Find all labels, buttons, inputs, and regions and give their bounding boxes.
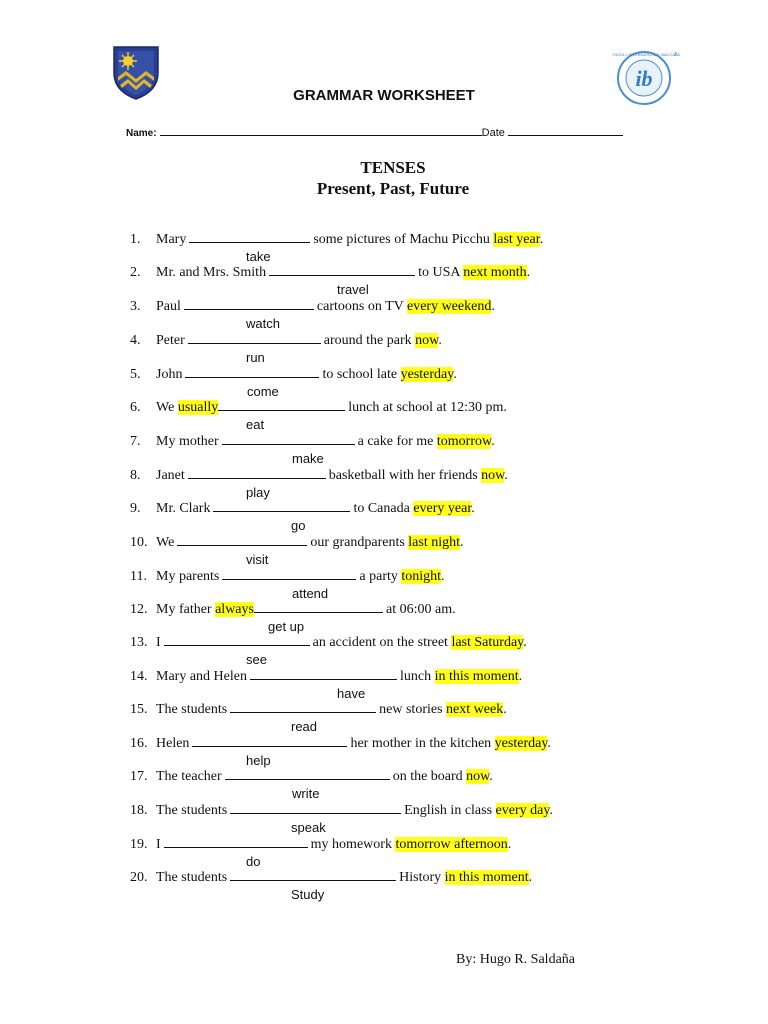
item-number: 9.	[130, 501, 141, 516]
answer-blank[interactable]	[164, 835, 308, 848]
item-number: 3.	[130, 299, 141, 314]
item-subject: Mary	[156, 232, 187, 247]
item-punctuation: .	[491, 299, 495, 314]
item-predicate: History	[399, 870, 442, 885]
item-subject: The students	[156, 803, 228, 818]
frequency-adverb-highlight: always	[215, 602, 254, 617]
answer-blank[interactable]	[230, 868, 396, 881]
item-number: 12.	[130, 602, 148, 617]
verb-hint: attend	[292, 586, 329, 601]
answer-blank[interactable]	[213, 499, 350, 512]
answer-blank[interactable]	[218, 398, 345, 411]
exercise-item	[130, 297, 495, 315]
time-expression-highlight: now	[481, 468, 505, 483]
frequency-adverb-highlight: usually	[177, 400, 219, 415]
item-number: 10.	[130, 535, 148, 550]
item-predicate: to school late	[322, 367, 398, 382]
item-punctuation: .	[503, 702, 507, 717]
item-subject: Peter	[156, 333, 185, 348]
item-number: 15.	[130, 702, 148, 717]
answer-blank[interactable]	[188, 466, 326, 479]
verb-hint: write	[292, 786, 320, 801]
item-subject: I	[156, 635, 161, 650]
verb-hint: take	[246, 249, 271, 264]
item-predicate: an accident on the street	[312, 635, 448, 650]
time-expression-highlight: every year	[413, 501, 472, 516]
item-subject: John	[156, 367, 183, 382]
answer-blank[interactable]	[185, 365, 319, 378]
time-expression-highlight: last night	[408, 535, 461, 550]
item-punctuation: .	[438, 333, 442, 348]
answer-blank[interactable]	[222, 432, 355, 445]
exercise-item	[130, 263, 530, 281]
item-predicate: to Canada	[353, 501, 410, 516]
answer-blank[interactable]	[225, 767, 390, 780]
item-predicate: at 06:00 am.	[385, 602, 456, 617]
ib-logo-letters: ib	[635, 66, 653, 91]
item-number: 4.	[130, 333, 141, 348]
answer-blank[interactable]	[189, 230, 310, 243]
time-expression-highlight: yesterday	[494, 736, 548, 751]
item-punctuation: .	[528, 870, 533, 885]
time-expression-highlight: every day	[495, 803, 550, 818]
item-punctuation: .	[460, 535, 464, 550]
date-field[interactable]	[508, 124, 623, 136]
verb-hint: run	[246, 350, 265, 365]
exercise-item	[130, 331, 442, 349]
verb-hint: do	[246, 854, 261, 869]
time-expression-highlight: next month	[463, 265, 527, 280]
item-punctuation: .	[547, 736, 551, 751]
item-predicate: on the board	[392, 769, 463, 784]
time-expression-highlight: tonight	[401, 569, 442, 584]
item-predicate: her mother in the kitchen	[350, 736, 492, 751]
verb-hint: come	[247, 384, 279, 399]
exercise-item	[130, 533, 464, 551]
item-number: 13.	[130, 635, 148, 650]
item-punctuation: .	[471, 501, 475, 516]
name-date-row	[126, 124, 623, 139]
verb-hint: help	[246, 753, 271, 768]
ib-logo-ring-text: CHOOL • INTERNATIONAL BACCALA	[612, 52, 680, 57]
verb-hint: make	[292, 451, 324, 466]
item-predicate: basketball with her friends	[328, 468, 478, 483]
item-subject: We	[156, 535, 175, 550]
exercise-item	[130, 801, 553, 819]
exercise-item	[130, 700, 507, 718]
item-number: 1.	[130, 232, 141, 247]
topic-title: TENSES	[360, 158, 426, 177]
answer-blank[interactable]	[254, 600, 383, 613]
exercise-item	[130, 767, 493, 785]
answer-blank[interactable]	[250, 667, 397, 680]
answer-blank[interactable]	[230, 801, 401, 814]
item-number: 6.	[130, 400, 141, 415]
item-number: 2.	[130, 265, 141, 280]
name-field[interactable]	[160, 124, 482, 136]
item-number: 18.	[130, 803, 148, 818]
time-expression-highlight: tomorrow	[436, 434, 492, 449]
item-number: 11.	[130, 569, 147, 584]
answer-blank[interactable]	[222, 567, 356, 580]
item-subject: Helen	[156, 736, 190, 751]
item-punctuation: .	[453, 367, 457, 382]
item-subject: Mr. Clark	[156, 501, 211, 516]
time-expression-highlight: yesterday	[400, 367, 454, 382]
answer-blank[interactable]	[184, 297, 314, 310]
item-number: 7.	[130, 434, 141, 449]
item-subject: Janet	[156, 468, 185, 483]
verb-hint: visit	[246, 552, 269, 567]
time-expression-highlight: next week	[446, 702, 504, 717]
time-expression-highlight: now	[466, 769, 490, 784]
answer-blank[interactable]	[192, 734, 347, 747]
item-subject: My father	[156, 602, 212, 617]
item-number: 8.	[130, 468, 141, 483]
answer-blank[interactable]	[164, 633, 310, 646]
time-expression-highlight: tomorrow afternoon	[395, 837, 508, 852]
verb-hint: read	[291, 719, 318, 734]
item-predicate: my homework	[310, 837, 392, 852]
item-subject: My mother	[156, 434, 219, 449]
item-predicate: new stories	[379, 702, 443, 717]
answer-blank[interactable]	[177, 533, 307, 546]
item-predicate: some pictures of Machu Picchu	[313, 232, 490, 247]
exercise-item	[130, 734, 551, 752]
time-expression-highlight: last Saturday	[451, 635, 524, 650]
item-number: 19.	[130, 837, 148, 852]
exercise-item	[130, 600, 456, 618]
item-predicate: our grandparents	[310, 535, 405, 550]
item-predicate: lunch	[399, 669, 432, 684]
item-subject: We	[156, 400, 175, 415]
name-label: Name:	[126, 128, 157, 139]
item-punctuation: .	[507, 837, 512, 852]
exercise-item	[130, 667, 522, 685]
time-expression-highlight: in this moment	[444, 870, 529, 885]
exercise-item	[130, 567, 445, 585]
item-number: 14.	[130, 669, 148, 684]
item-punctuation: .	[518, 669, 523, 684]
item-subject: Paul	[156, 299, 181, 314]
exercise-item	[130, 432, 495, 450]
verb-hint: go	[291, 518, 306, 533]
item-subject: Mary and Helen	[156, 669, 247, 684]
item-punctuation: .	[549, 803, 553, 818]
time-expression-highlight: every weekend	[406, 299, 492, 314]
item-number: 17.	[130, 769, 148, 784]
item-predicate: cartoons on TV	[316, 299, 404, 314]
item-subject: Mr. and Mrs. Smith	[156, 265, 267, 280]
time-expression-highlight: in this moment	[434, 669, 519, 684]
item-subject: The teacher	[156, 769, 222, 784]
item-predicate: lunch at school at 12:30 pm.	[348, 400, 507, 415]
verb-hint: see	[246, 652, 267, 667]
author-credit: By: Hugo R. Saldaña	[456, 952, 575, 967]
item-subject: The students	[156, 870, 228, 885]
item-punctuation: .	[523, 635, 527, 650]
time-expression-highlight: now	[415, 333, 439, 348]
exercise-item	[130, 466, 508, 484]
item-punctuation: .	[526, 265, 531, 280]
time-expression-highlight: last year	[493, 232, 540, 247]
item-subject: I	[156, 837, 161, 852]
item-predicate: around the park	[323, 333, 412, 348]
answer-blank[interactable]	[188, 331, 321, 344]
exercise-item	[130, 633, 527, 651]
item-predicate: a cake for me	[357, 434, 434, 449]
item-subject: My parents	[156, 569, 220, 584]
verb-hint: play	[246, 485, 270, 500]
verb-hint: speak	[291, 820, 326, 835]
verb-hint: have	[337, 686, 366, 701]
exercise-item	[130, 868, 532, 886]
verb-hint: eat	[246, 417, 265, 432]
item-predicate: to USA	[418, 265, 460, 280]
verb-hint: Study	[291, 887, 325, 902]
exercise-item	[130, 230, 543, 248]
svg-text:®: ®	[674, 52, 678, 58]
exercise-item	[130, 499, 475, 517]
item-predicate: English in class	[404, 803, 493, 818]
verb-hint: travel	[337, 282, 369, 297]
item-number: 5.	[130, 367, 141, 382]
item-subject: The students	[156, 702, 228, 717]
answer-blank[interactable]	[230, 700, 376, 713]
item-punctuation: .	[489, 769, 493, 784]
item-number: 20.	[130, 870, 148, 885]
date-label: Date	[481, 127, 505, 139]
topic-subtitle: Present, Past, Future	[316, 179, 470, 198]
exercise-item	[130, 398, 507, 416]
worksheet-title: GRAMMAR WORKSHEET	[293, 87, 475, 104]
exercise-item	[130, 835, 511, 853]
verb-hint: watch	[246, 316, 280, 331]
answer-blank[interactable]	[269, 263, 415, 276]
item-number: 16.	[130, 736, 148, 751]
exercise-item	[130, 365, 457, 383]
item-punctuation: .	[504, 468, 508, 483]
item-punctuation: .	[441, 569, 445, 584]
item-predicate: a party	[359, 569, 398, 584]
verb-hint: get up	[268, 619, 305, 634]
item-punctuation: .	[491, 434, 495, 449]
item-punctuation: .	[539, 232, 544, 247]
